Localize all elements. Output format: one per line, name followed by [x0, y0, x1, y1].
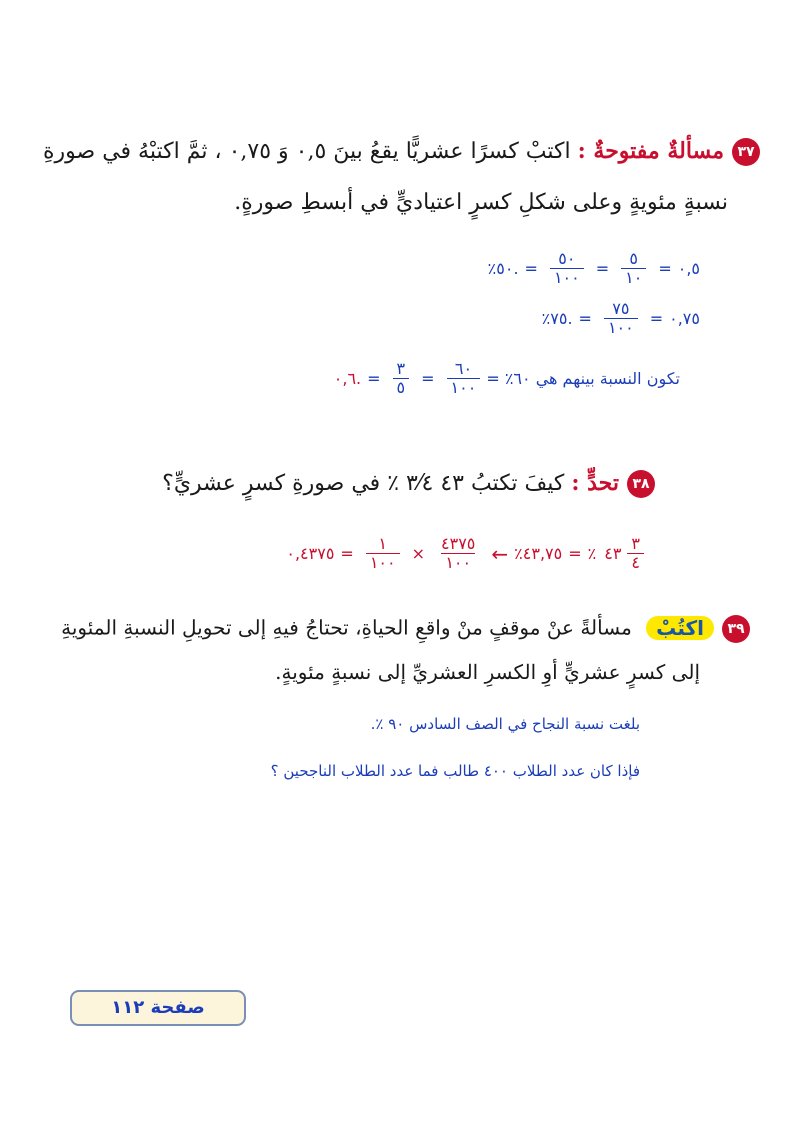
q37-label: مسألةٌ مفتوحةٌ :	[577, 138, 724, 164]
q37-text-line1: اكتبْ كسرًا عشريًّا يقعُ بينَ ٠,٥ وَ ٠,٧٥ ، ثمَّ اكتبْهُ في صورةِ	[43, 139, 571, 164]
q37-ans1-frac2: $\frac{٥}{١٠}$	[621, 250, 646, 287]
q38-ans-frac2: $\frac{١}{١٠٠}$	[366, 535, 400, 572]
q38-number-badge: ٣٨	[627, 470, 655, 498]
q38-ans-dec: ٠,٤٣٧٥	[286, 544, 335, 563]
q37-ans1-frac1: $\frac{٥٠}{١٠٠}$	[550, 250, 584, 287]
q37-ans2-dec: ٠,٧٥	[669, 309, 700, 328]
q37-ans1-pct: ٪٥٠.	[487, 259, 519, 278]
q37-text-line2: نسبةٍ مئويةٍ وعلى شكلِ كسرٍ اعتياديٍّ في أبسطِ صورةٍ.	[234, 190, 728, 215]
q37-ans2-pct: ٪٧٥.	[541, 309, 573, 328]
q38-answer: ٠,٤٣٧٥ = $\frac{١}{١٠٠}$ × $\frac{٤٣٧٥}{١٠٠}$ ← ٪٤٣,٧٥ = ٪ ٤٣ $\frac{٣}{٤}$	[286, 535, 650, 572]
q38-ans-mixed-frac: $\frac{٣}{٤}$	[627, 535, 644, 572]
q38-ans-whole: ٤٣	[604, 544, 622, 563]
q39-text-line1: مسألةً عنْ موقفٍ منْ واقعِ الحياةِ، تحتاجُ فيهِ إلى تحويلِ النسبةِ المئويةِ	[61, 615, 632, 640]
q39-write-label: اكتُبْ	[646, 616, 714, 640]
q37-answer-2: ٪٧٥. = $\frac{٧٥}{١٠٠}$ = ٠,٧٥	[541, 299, 700, 337]
q38-text: كيفَ تكتبُ ٤٣ ٣⁄٤ ٪ في صورةِ كسرٍ عشريٍّ؟	[162, 471, 565, 496]
q37-line1	[43, 138, 760, 166]
q37-answer-1: ٪٥٠. = $\frac{٥٠}{١٠٠}$ = $\frac{٥}{١٠}$ = ٠,٥	[487, 249, 700, 287]
q39-text-line2: إلى كسرٍ عشريٍّ أوِ الكسرِ العشريِّ إلى نسبةٍ مئويةٍ.	[275, 660, 700, 684]
q37-answer-3: ٠,٦. = $\frac{٣}{٥}$ = $\frac{٦٠}{١٠٠}$ تكون النسبة بينهم هي ٦٠٪ =	[333, 359, 680, 397]
q38-ans-pct2: ٪٤٣,٧٥	[514, 544, 563, 563]
q39-answer-line2: فإذا كان عدد الطلاب ٤٠٠ طالب فما عدد الطلاب الناجحين ؟	[270, 762, 640, 780]
page-number-box: صفحة ١١٢	[70, 990, 246, 1026]
q37-number-badge: ٣٧	[732, 138, 760, 166]
q38-line	[162, 470, 655, 498]
q37-ans3-dec: ٠,٦.	[333, 369, 362, 388]
q38-ans-pct-sign: ٪	[587, 544, 597, 563]
q37-ans2-frac: $\frac{٧٥}{١٠٠}$	[604, 300, 638, 337]
q37-ans3-frac1: $\frac{٦٠}{١٠٠}$	[447, 360, 481, 397]
q39-answer-line1: بلغت نسبة النجاح في الصف السادس ٩٠ ٪.	[370, 715, 640, 733]
q38-label: تحدٍّ :	[571, 470, 619, 496]
q37-ans3-text: تكون النسبة بينهم هي ٦٠٪ =	[486, 369, 680, 388]
q37-ans3-frac2: $\frac{٣}{٥}$	[393, 360, 410, 397]
q38-ans-frac1: $\frac{٤٣٧٥}{١٠٠}$	[441, 534, 476, 572]
arrow-icon: ←	[491, 541, 509, 566]
q39-number-badge: ٣٩	[722, 615, 750, 643]
q37-ans1-dec: ٠,٥	[677, 259, 700, 278]
q39-line1	[61, 615, 750, 643]
